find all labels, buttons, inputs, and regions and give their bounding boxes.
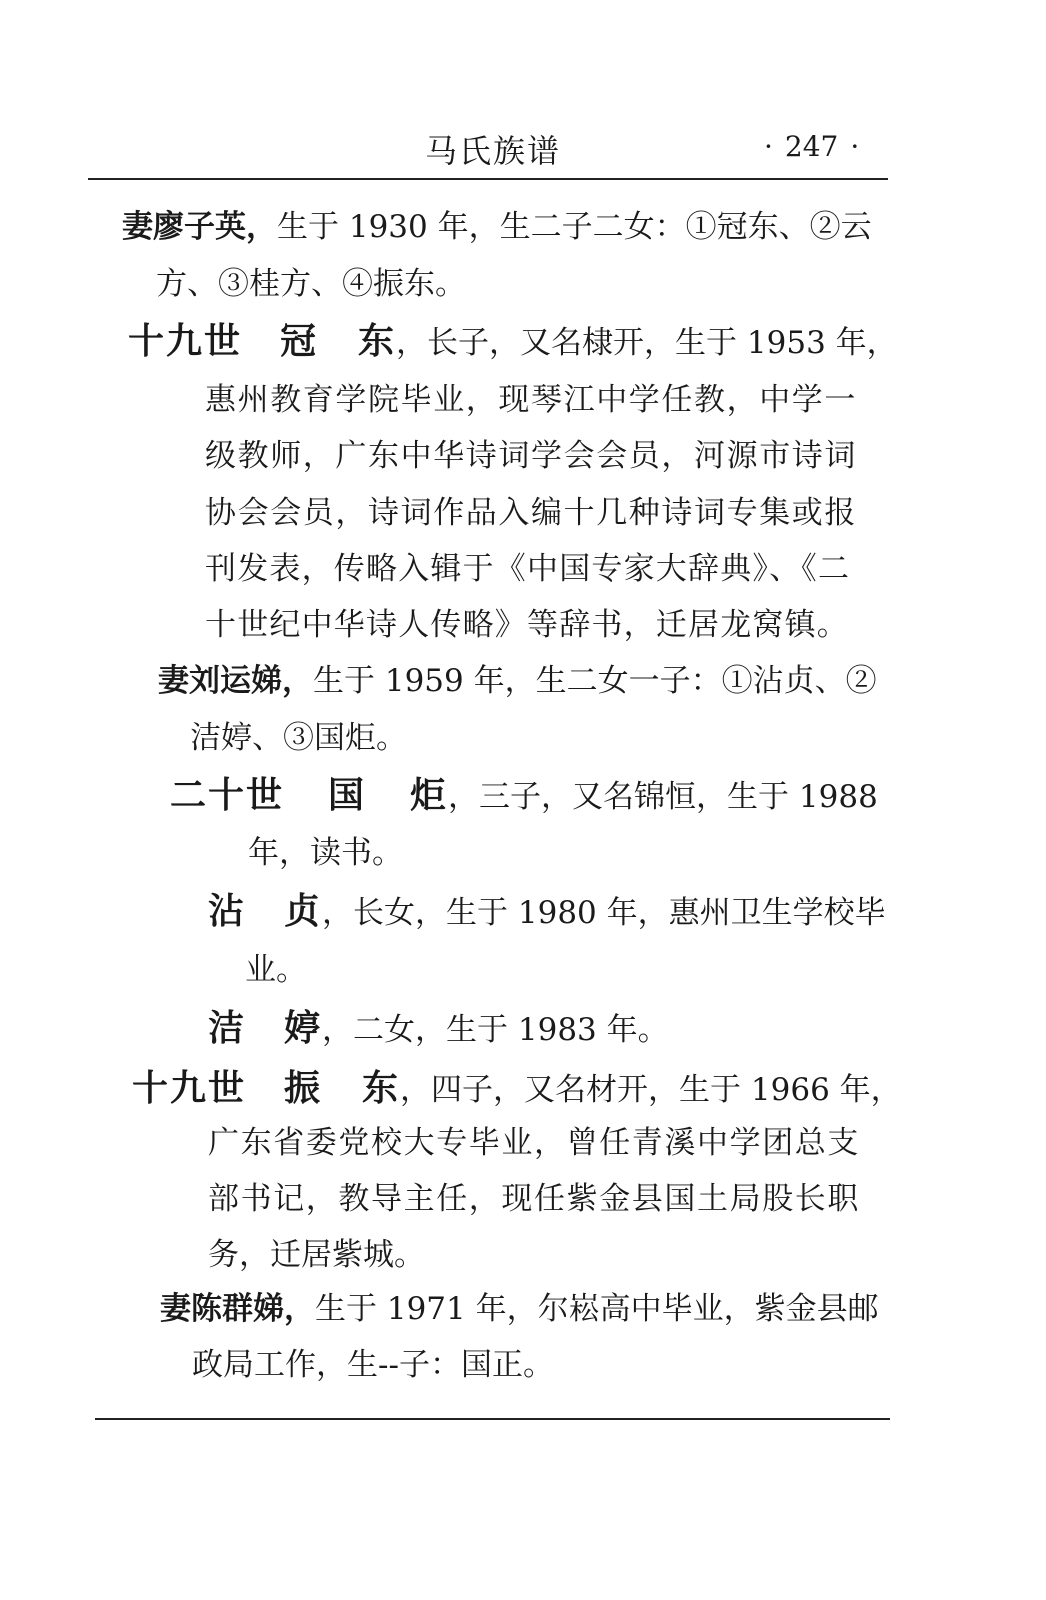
person-name-char: 国 — [328, 775, 367, 816]
spouse-name: 妻刘运娣， — [158, 663, 313, 699]
entry-line — [160, 1291, 879, 1327]
person-name-char: 洁 — [208, 1008, 247, 1049]
entry-text: 生于 1971 年，尔崧高中毕业，紫金县邮 — [315, 1291, 879, 1327]
person-name-char: 贞 — [284, 891, 323, 932]
person-name-char: 炬 — [410, 775, 449, 816]
entry-text: ，长子，又名棣开，生于 1953 年， — [396, 325, 898, 361]
entry-line — [158, 663, 877, 699]
spouse-name: 妻廖子英， — [122, 209, 277, 245]
generation-label: 十九世 — [132, 1068, 247, 1109]
entry-line: 政局工作，生--子：国正。 — [192, 1347, 554, 1383]
page-number-dot-right: · — [850, 130, 860, 163]
person-name-char: 振 — [284, 1068, 323, 1109]
entry-line: 洁婷、③国炬。 — [190, 720, 407, 756]
spouse-name: 妻陈群娣， — [160, 1291, 315, 1327]
entry-line: 年，读书。 — [248, 835, 403, 871]
entry-text: ，四子，又名材开，生于 1966 年， — [400, 1072, 902, 1108]
page-number — [752, 130, 871, 163]
entry-text: ，长女，生于 1980 年，惠州卫生学校毕 — [322, 895, 886, 931]
person-name-char: 婷 — [284, 1008, 323, 1049]
entry-line: 刊发表，传略入辑于《中国专家大辞典》、《二 — [205, 551, 851, 587]
entry-line: 惠州教育学院毕业，现琴江中学任教，中学一 — [205, 382, 857, 418]
entry-line: 部书记，教导主任，现任紫金县国土局股长职 — [208, 1181, 860, 1217]
page-number-value: 247 — [784, 130, 839, 163]
entry-text: 生于 1959 年，生二女一子：①沾贞、② — [313, 663, 877, 699]
entry-line: 级教师，广东中华诗词学会会员，河源市诗词 — [205, 438, 857, 474]
entry-text: ，三子，又名锦恒，生于 1988 — [448, 779, 878, 815]
footer-rule — [95, 1418, 890, 1420]
generation-label: 二十世 — [170, 775, 285, 816]
entry-heading — [128, 321, 898, 362]
entry-line: 广东省委党校大专毕业，曾任青溪中学团总支 — [208, 1125, 860, 1161]
entry-heading — [170, 775, 878, 816]
entry-line: 务，迁居紫城。 — [208, 1237, 425, 1273]
running-header-title: 马氏族谱 — [425, 132, 562, 170]
entry-line: 方、③桂方、④振东。 — [156, 266, 466, 302]
entry-line: 十世纪中华诗人传略》等辞书，迁居龙窝镇。 — [205, 607, 849, 643]
entry-heading — [208, 891, 886, 932]
entry-heading — [208, 1008, 669, 1049]
entry-line: 业。 — [245, 952, 307, 988]
entry-heading — [132, 1068, 902, 1109]
page-number-dot-left: · — [764, 130, 773, 163]
person-name-char: 沾 — [208, 891, 247, 932]
entry-line — [122, 209, 872, 245]
person-name-char: 东 — [362, 1068, 401, 1109]
header-rule — [88, 178, 888, 180]
generation-label: 十九世 — [128, 321, 243, 362]
person-name-char: 东 — [358, 321, 397, 362]
person-name-char: 冠 — [280, 321, 319, 362]
entry-text: ，二女，生于 1983 年。 — [322, 1012, 669, 1048]
entry-line: 协会会员，诗词作品入编十几种诗词专集或报 — [205, 495, 857, 531]
entry-text: 生于 1930 年，生二子二女：①冠东、②云 — [277, 209, 872, 245]
